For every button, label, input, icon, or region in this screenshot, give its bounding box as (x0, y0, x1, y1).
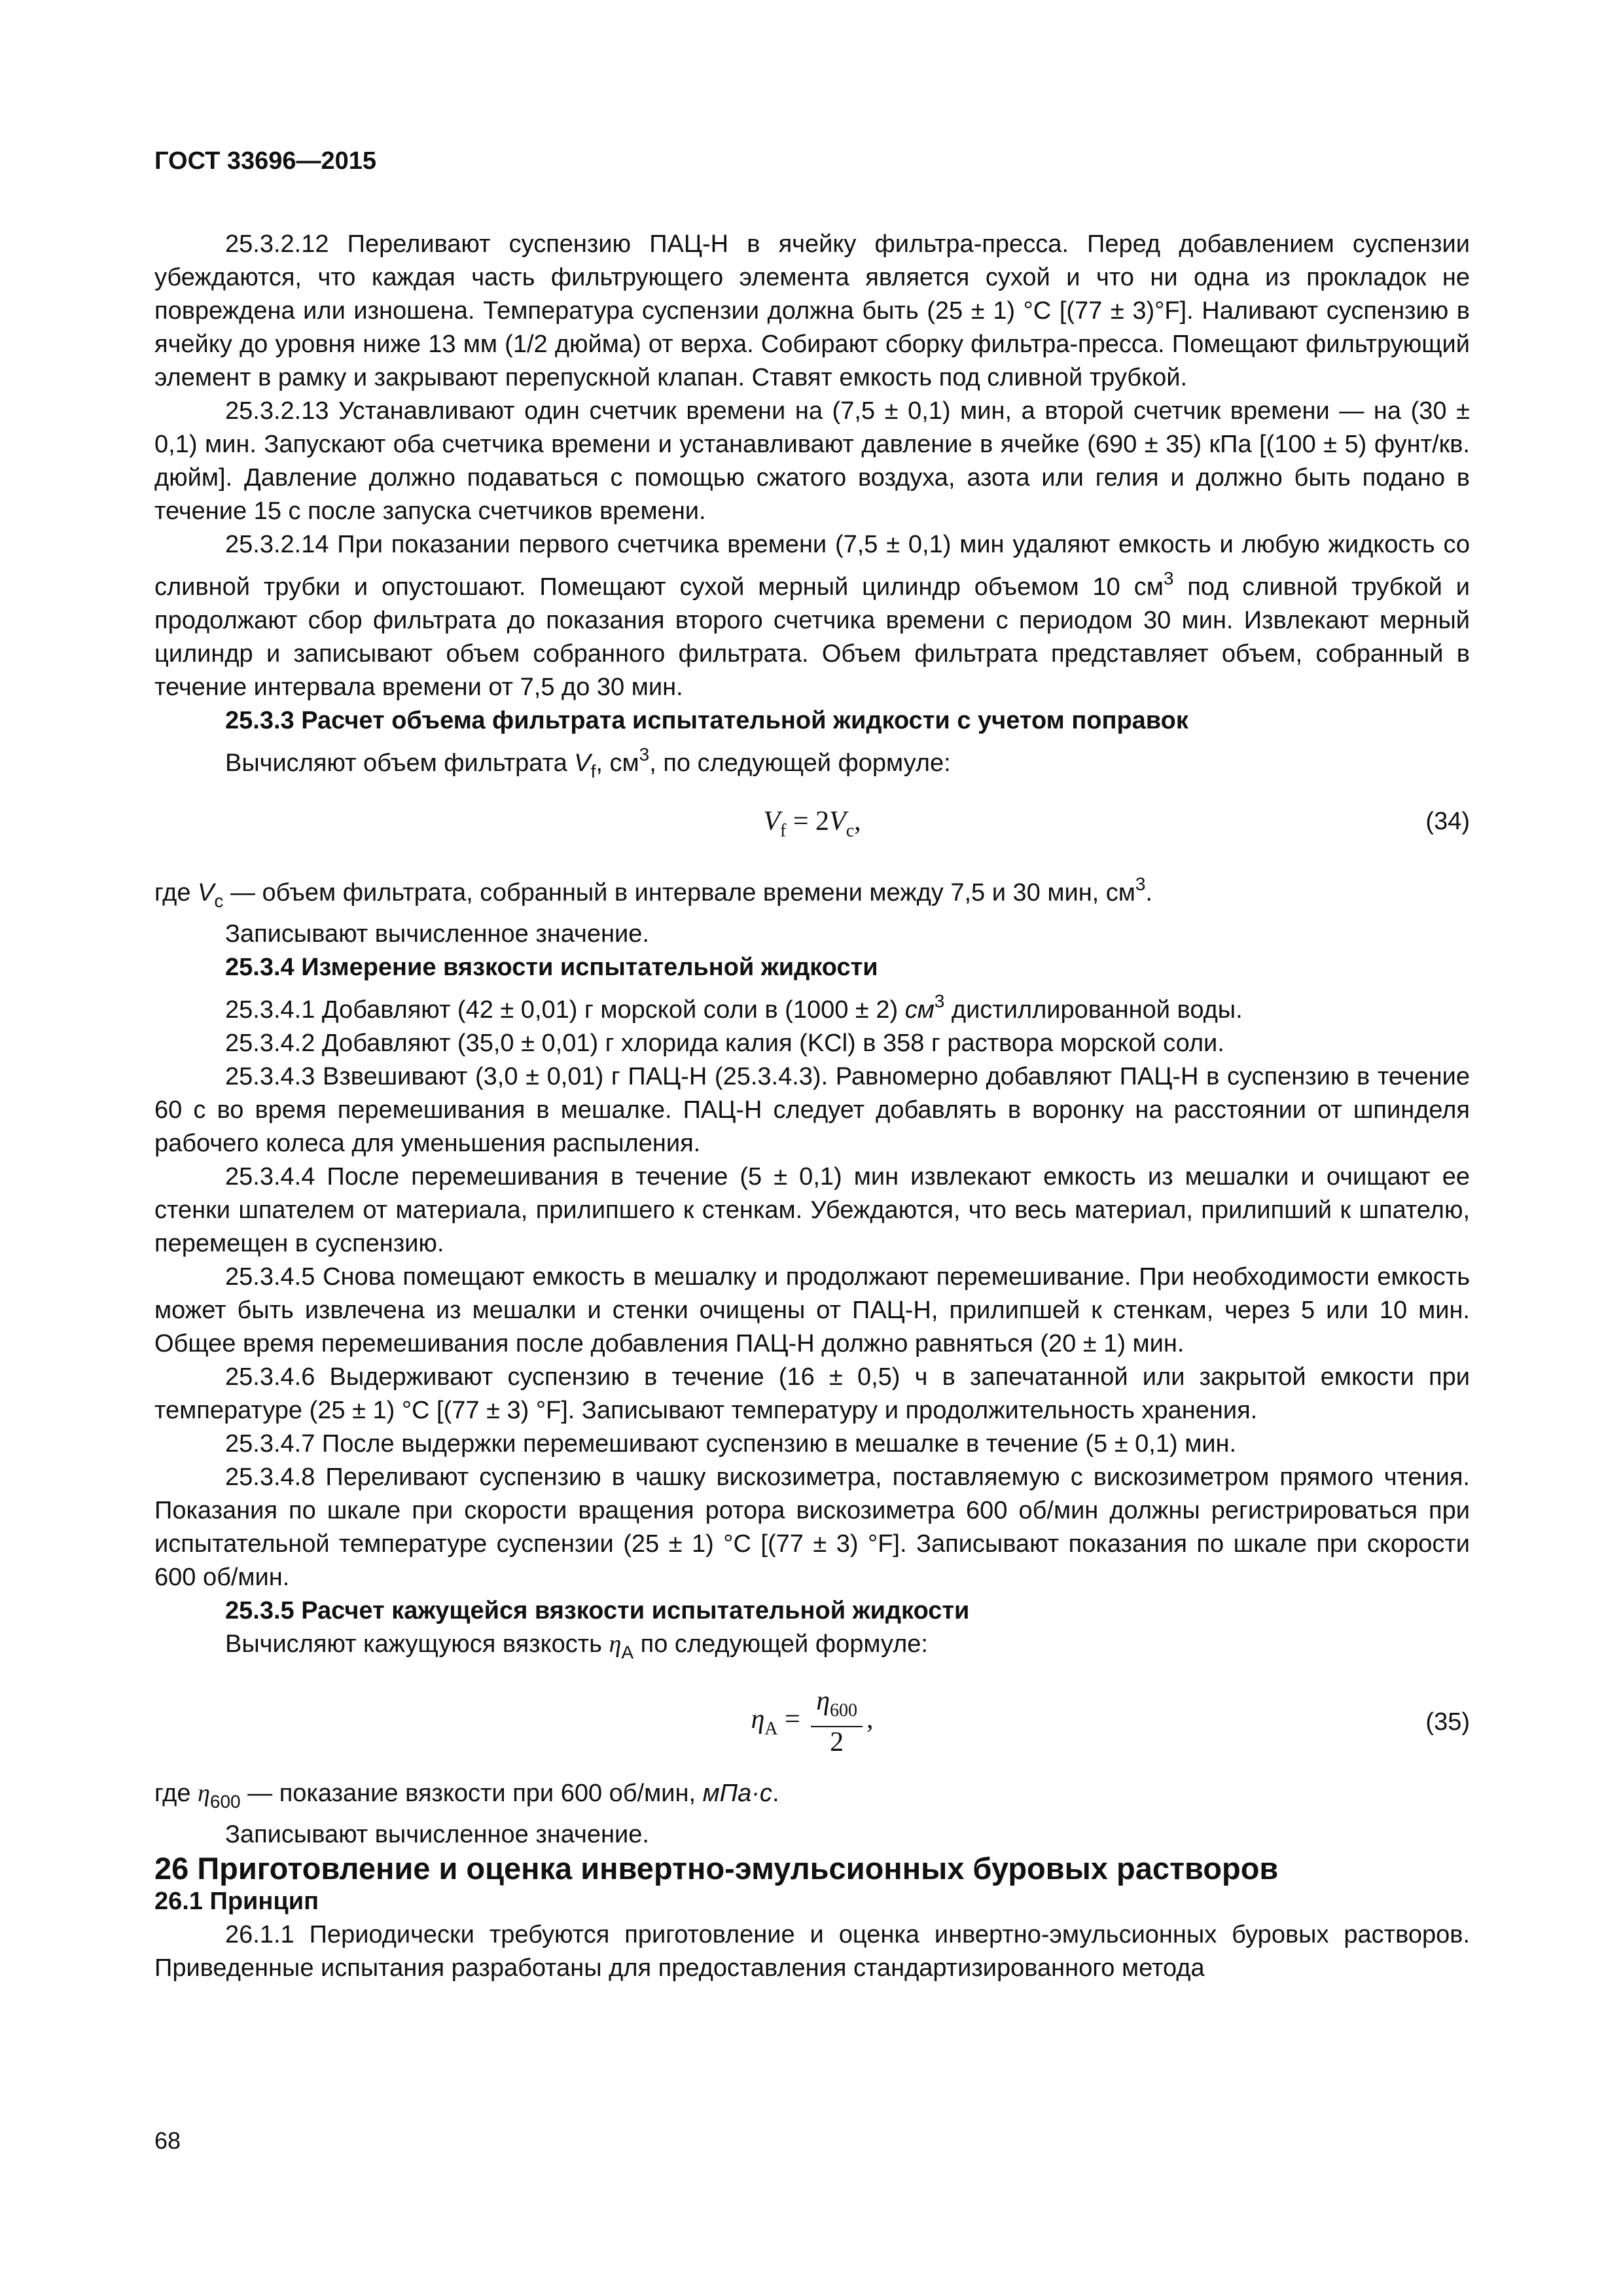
text-run: дистиллированной воды. (944, 996, 1243, 1024)
text-run: . (772, 1780, 779, 1807)
paragraph: 25.3.4.3 Взвешивают (3,0 ± 0,01) г ПАЦ-Н (25.3.4.3). Равномерно добавляют ПАЦ-Н в суспензию в течение 60 с во время перемешивания в мешалке. ПАЦ-Н следует добавлять в воронку на расстоянии от шпинделя рабочего колеса для уменьшения распыления. (154, 1063, 1470, 1157)
text-run: — показание вязкости при 600 об/мин, (240, 1780, 703, 1807)
subscript: 600 (209, 1791, 241, 1812)
paragraph: Записывают вычисленное значение. (225, 1821, 649, 1848)
punctuation: , (854, 806, 861, 836)
text-run: где (154, 879, 198, 906)
operator: = (777, 1704, 808, 1735)
fraction (811, 1686, 863, 1757)
text-run: где (154, 1780, 198, 1807)
subscript: A (764, 1719, 778, 1740)
clause-heading: 25.3.4 Измерение вязкости испытательной жидкости (225, 954, 878, 981)
paragraph: 26.1.1 Периодически требуются приготовление и оценка инвертно-эмульсионных буровых растворов. Приведенные испытания разработаны для предоставления стандартизированного метода (154, 1921, 1470, 1982)
paragraph: 25.3.2.12 Переливают суспензию ПАЦ-Н в ячейку фильтра-пресса. Перед добавлением суспензии убеждаются, что каждая часть фильтрующего элемента является сухой и что ни одна из прокладок не повреждена или изношена. Температура суспензии должна быть (25 ± 1) °С [(77 ± 3)°F]. Наливают суспензию в ячейку до уровня ниже 13 мм (1/2 дюйма) от верха. Собирают сборку фильтра-пресса. Помещают фильтрующий элемент в рамку и закрывают перепускной клапан. Ставят емкость под сливной трубкой. (154, 230, 1470, 391)
paragraph (154, 738, 1470, 788)
text-run: под сливной трубкой и продолжают сбор фильтрата до показания второго счетчика времени с периодом 30 мин. Извлекают мерный цилиндр и записывают объем собранного фильтрата. Объем фильтрата представляет объем, собранный в течение интервала времени от 7,5 до 30 мин. (154, 573, 1471, 701)
variable: V (829, 806, 846, 836)
operator: = 2 (786, 806, 830, 836)
paragraph: 25.3.4.4 После перемешивания в течение (5 ± 0,1) мин извлекают емкость из мешалки и очищают ее стенки шпателем от материала, прилипшего к стенкам. Убеждаются, что весь материал, прилипший к шпателю, перемещен в суспензию. (154, 1163, 1470, 1257)
clause-heading: 25.3.3 Расчет объема фильтрата испытательной жидкости с учетом поправок (225, 707, 1188, 734)
text-run: , см (596, 749, 639, 777)
text-run: . (1145, 879, 1153, 906)
variable: V (574, 749, 591, 777)
punctuation: , (866, 1704, 874, 1735)
numerator (811, 1686, 863, 1727)
variable: V (198, 879, 215, 906)
paragraph: 25.3.4.6 Выдерживают суспензию в течение (16 ± 0,5) ч в запечатанной или закрытой емкости при температуре (25 ± 1) °С [(77 ± 3) °F]. Записывают температуру и продолжительность хранения. (154, 1363, 1470, 1424)
subscript: A (621, 1642, 634, 1662)
variable: η (816, 1686, 830, 1716)
subscript: c (846, 821, 855, 841)
paragraph: 25.3.4.5 Снова помещают емкость в мешалку и продолжают перемешивание. При необходимости емкость может быть извлечена из мешалки и стенки очищены от ПАЦ-Н, прилипшей к стенкам, через 5 или 10 мин. Общее время перемешивания после добавления ПАЦ-Н должно равняться (20 ± 1) мин. (154, 1263, 1470, 1357)
variable: V (763, 806, 781, 836)
paragraph: 25.3.4.2 Добавляют (35,0 ± 0,01) г хлорида калия (KCl) в 358 г раствора морской соли. (225, 1030, 1224, 1057)
paragraph (154, 1628, 1470, 1669)
section-title: 26 Приготовление и оценка инвертно-эмульсионных буровых растворов (154, 1851, 1279, 1886)
paragraph: Записывают вычисленное значение. (225, 920, 649, 948)
paragraph (154, 984, 1470, 1027)
text-run: Вычисляют кажущуюся вязкость (225, 1630, 609, 1658)
page-number: 68 (154, 2127, 181, 2154)
text-run: — объем фильтрата, собранный в интервале времени между 7,5 и 30 мин, см (223, 879, 1135, 906)
text-run: Вычисляют объем фильтрата (225, 749, 575, 777)
text-run: по следующей формуле: (633, 1630, 928, 1658)
formula-expression (751, 1686, 874, 1757)
paragraph (154, 528, 1470, 704)
subscript: 600 (830, 1700, 858, 1721)
document-body (154, 228, 1470, 1985)
formula-34 (154, 805, 1470, 848)
clause-heading: 25.3.5 Расчет кажущейся вязкости испытательной жидкости (225, 1597, 970, 1624)
equation-number: (35) (1425, 1708, 1470, 1736)
text-run: , по следующей формуле: (649, 749, 951, 777)
unit: см (904, 996, 935, 1024)
subscript: f (590, 761, 596, 781)
variable: η (609, 1630, 622, 1658)
superscript: 3 (1163, 568, 1174, 588)
variable: η (198, 1780, 210, 1807)
superscript: 3 (934, 991, 945, 1011)
paragraph: 25.3.4.8 Переливают суспензию в чашку вискозиметра, поставляемую с вискозиметром прямого чтения. Показания по шкале при скорости вращения ротора вискозиметра 600 об/мин должны регистрироваться при испытательной температуре суспензии (25 ± 1) °С [(77 ± 3) °F]. Записывают показания по шкале при скорости 600 об/мин. (154, 1463, 1470, 1591)
unit: мПа·с (702, 1780, 772, 1807)
variable: η (751, 1704, 765, 1735)
subsection-title: 26.1 Принцип (154, 1888, 319, 1915)
superscript: 3 (1135, 874, 1146, 894)
paragraph: 25.3.4.7 После выдержки перемешивают суспензию в мешалке в течение (5 ± 0,1) мин. (225, 1430, 1237, 1458)
paragraph (154, 1777, 1470, 1818)
text-run: 25.3.2.14 При показании первого счетчика времени (7,5 ± 0,1) мин удаляют емкость и любую жидкость со сливной трубки и опустошают. Помещают сухой мерный цилиндр объемом 10 см (154, 531, 1470, 601)
paragraph (154, 867, 1470, 918)
denominator: 2 (830, 1727, 844, 1757)
text-run: 25.3.4.1 Добавляют (42 ± 0,01) г морской соли в (1000 ± 2) (225, 996, 905, 1024)
paragraph: 25.3.2.13 Устанавливают один счетчик времени на (7,5 ± 0,1) мин, а второй счетчик времени — на (30 ± 0,1) мин. Запускают оба счетчика времени и устанавливают давление в ячейке (690 ± 35) кПа [(100 ± 5) фунт/кв. дюйм]. Давление должно подаваться с помощью сжатого воздуха, азота или гелия и должно быть подано в течение 15 с после запуска счетчиков времени. (154, 397, 1470, 525)
formula-35 (154, 1686, 1470, 1757)
formula-expression (763, 806, 861, 841)
superscript: 3 (639, 744, 650, 764)
subscript: c (214, 891, 224, 911)
subscript: f (780, 821, 787, 841)
document-header: ГОСТ 33696—2015 (154, 147, 377, 175)
equation-number: (34) (1425, 808, 1470, 835)
